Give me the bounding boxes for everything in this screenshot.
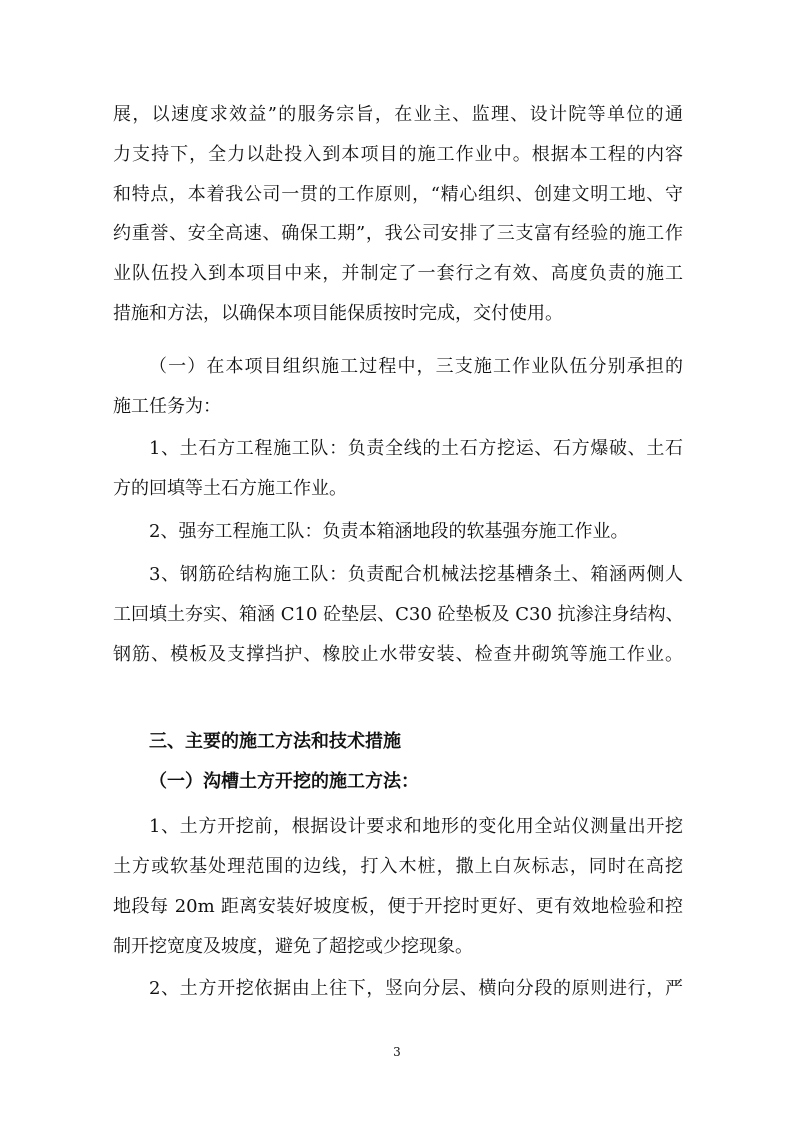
body-text-line: 土方或软基处理范围的边线，打入木桩，撒上白灰标志，同时在高挖 <box>113 856 683 877</box>
body-text-line: 2、强夯工程施工队：负责本箱涵地段的软基强夯施工作业。 <box>149 521 629 542</box>
body-text-line: 业队伍投入到本项目中来，并制定了一套行之有效、高度负责的施工 <box>113 263 683 284</box>
body-text-line: 3、钢筋砼结构施工队：负责配合机械法挖基槽条土、箱涵两侧人 <box>149 564 683 585</box>
body-text-line: 方的回填等土石方施工作业。 <box>113 478 347 499</box>
page-number: 3 <box>393 1045 401 1059</box>
body-text-line: 展，以速度求效益”的服务宗旨，在业主、监理、设计院等单位的通 <box>113 104 683 125</box>
body-text-line: 1、土方开挖前，根据设计要求和地形的变化用全站仪测量出开挖 <box>149 816 683 837</box>
body-text-line: （一）在本项目组织施工过程中，三支施工作业队伍分别承担的 <box>149 356 683 377</box>
section-heading: 三、主要的施工方法和技术措施 <box>149 731 401 752</box>
subsection-heading: （一）沟槽土方开挖的施工方法： <box>149 771 419 792</box>
body-text-line: 措施和方法，以确保本项目能保质按时完成，交付使用。 <box>113 303 563 324</box>
body-text-line: 地段每 20m 距离安装好坡度板，便于开挖时更好、更有效地检验和控 <box>113 896 683 917</box>
body-text-line: 2、土方开挖依据由上往下，竖向分层、横向分段的原则进行，严 <box>149 978 683 999</box>
body-text-line: 力支持下，全力以赴投入到本项目的施工作业中。根据本工程的内容 <box>113 144 683 165</box>
body-text-line: 和特点，本着我公司一贯的工作原则，“精心组织、创建文明工地、守 <box>113 184 683 205</box>
body-text-line: 约重誉、安全高速、确保工期”，我公司安排了三支富有经验的施工作 <box>113 223 683 244</box>
body-text-line: 1、土石方工程施工队：负责全线的土石方挖运、石方爆破、土石 <box>149 438 683 459</box>
body-text-line: 工回填土夯实、箱涵 C10 砼垫层、C30 砼垫板及 C30 抗渗注身结构、 <box>113 604 684 625</box>
body-text-line: 施工任务为： <box>113 396 221 417</box>
body-text-line: 制开挖宽度及坡度，避免了超挖或少挖现象。 <box>113 936 473 957</box>
body-text-line: 钢筋、模板及支撑挡护、橡胶止水带安装、检查井砌筑等施工作业。 <box>113 644 683 665</box>
